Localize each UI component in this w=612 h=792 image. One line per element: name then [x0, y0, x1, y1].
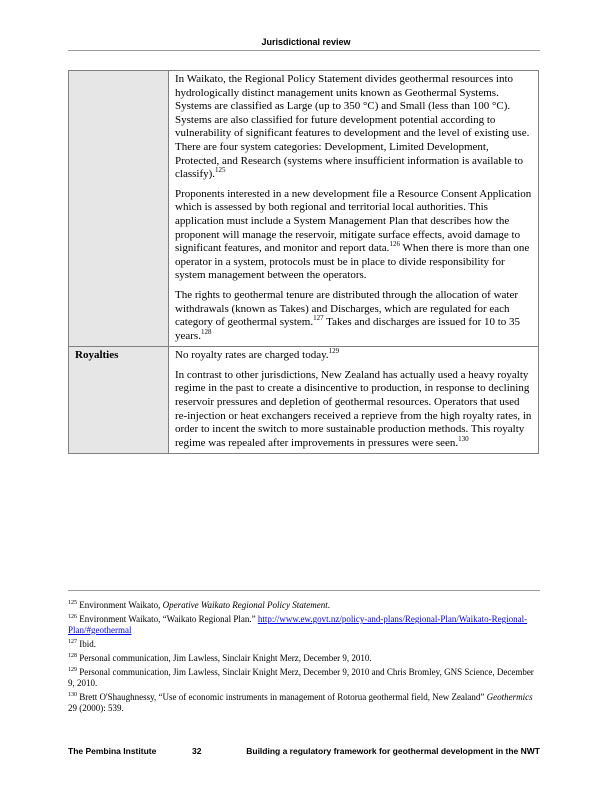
footnote-text: Personal communication, Jim Lawless, Sinclair Knight Merz, December 9, 2010 and Chris Bromley, GNS Science, December 9, 2010. [68, 667, 534, 688]
paragraph-text: Proponents interested in a new development file a Resource Consent Application which is assessed by both regional and territorial local authorities. This application must include a System Management Plan that describes how the proponent will manage the reservoir, mitigate surface effects, avoid damage to significant features, and monitor and report data. [175, 187, 532, 255]
footnote-number: 128 [68, 653, 77, 659]
footnote-text: Personal communication, Jim Lawless, Sinclair Knight Merz, December 9, 2010. [79, 653, 372, 663]
footnote-ref[interactable]: 130 [458, 434, 469, 443]
footnote-ref[interactable]: 129 [328, 347, 340, 356]
footnote-text: Environment Waikato, “Waikato Regional Plan.” [79, 614, 258, 624]
footnote-text: . [327, 600, 330, 610]
footnote-number: 129 [68, 667, 77, 673]
header-rule [68, 50, 540, 51]
paragraph-resource-consent [175, 188, 532, 283]
footnote-125 [68, 600, 540, 611]
footnote-128 [68, 653, 540, 664]
row-label-empty [69, 71, 169, 347]
paragraph-waikato-systems [175, 73, 532, 182]
jurisdiction-table [68, 70, 539, 454]
paragraph-text: The rights to geothermal tenure are distributed through the allocation of water withdrawals (known as Takes) and Discharges, which are regulated for each category of geothermal system. [175, 288, 519, 329]
footnote-number: 127 [68, 639, 77, 645]
paragraph-text: No royalty rates are charged today. [175, 349, 329, 362]
paragraph-text: When there is more than one operator in a system, protocols must be in place to divide responsibility for system management between the operators. [175, 242, 530, 282]
paragraph-royalty-regime [175, 369, 532, 451]
footnote-127 [68, 639, 540, 650]
footnote-link[interactable]: http://www.ew.govt.nz/policy-and-plans/Regional-Plan/Waikato-Regional-Plan/#geothermal [68, 614, 528, 635]
footnote-number: 125 [68, 600, 77, 606]
footnote-ref[interactable]: 127 [313, 314, 324, 323]
footnote-130 [68, 692, 540, 714]
paragraph-tenure-rights [175, 289, 532, 343]
footer-org: The Pembina Institute [68, 746, 157, 756]
footnote-ref[interactable]: 126 [389, 240, 400, 249]
running-header: Jurisdictional review [261, 37, 351, 47]
footnote-ref[interactable]: 125 [215, 166, 226, 175]
paragraph-text: In Waikato, the Regional Policy Statement divides geothermal resources into hydrologically distinct management units known as Geothermal Systems. Systems are classified as Large (up to 350 °C) and Small (less than 100 °C). Systems are also classified for future development potential according to vulnerability of significant features to development and the level of existing use. There are four system categories: Development, Limited Development, Protected, and Research (systems where insufficient information is available to classify). [175, 73, 530, 181]
row-content-regulation [169, 71, 539, 347]
footnote-text: 29 (2000): 539. [68, 703, 124, 713]
row-label-royalties: Royalties [69, 347, 169, 454]
page-number: 32 [192, 746, 202, 756]
paragraph-no-royalty [175, 349, 532, 363]
table-row-regulation [69, 71, 539, 347]
table-row-royalties [69, 347, 539, 454]
row-content-royalties [169, 347, 539, 454]
footnote-text: Brett O'Shaughnessy, “Use of economic instruments in management of Rotorua geothermal field, New Zealand” [79, 692, 487, 702]
footnote-129 [68, 667, 540, 689]
footnote-number: 126 [68, 614, 77, 620]
paragraph-text: In contrast to other jurisdictions, New Zealand has actually used a heavy royalty regime in the past to create a disincentive to production, in response to declining reservoir pressures and depletion of geothermal resources. Operators that used re-injection or heat exchangers received a reprieve from the high royalty rates, in order to incent the switch to more sustainable production methods. This royalty regime was repealed after improvements in pressures were seen. [175, 368, 532, 449]
footnote-text: Environment Waikato, [79, 600, 163, 610]
footnote-126 [68, 614, 540, 636]
footnote-number: 130 [68, 692, 77, 698]
footnote-text: Ibid. [79, 639, 96, 649]
footer-title: Building a regulatory framework for geothermal development in the NWT [246, 746, 540, 756]
footnote-ref[interactable]: 128 [200, 327, 212, 336]
footnote-rule [68, 590, 540, 591]
footnotes [68, 600, 540, 717]
paragraph-text: Takes and discharges are issued for 10 to 35 years. [175, 316, 521, 342]
footnote-title: Operative Waikato Regional Policy Statement [162, 600, 328, 610]
footnote-title: Geothermics [486, 692, 533, 702]
